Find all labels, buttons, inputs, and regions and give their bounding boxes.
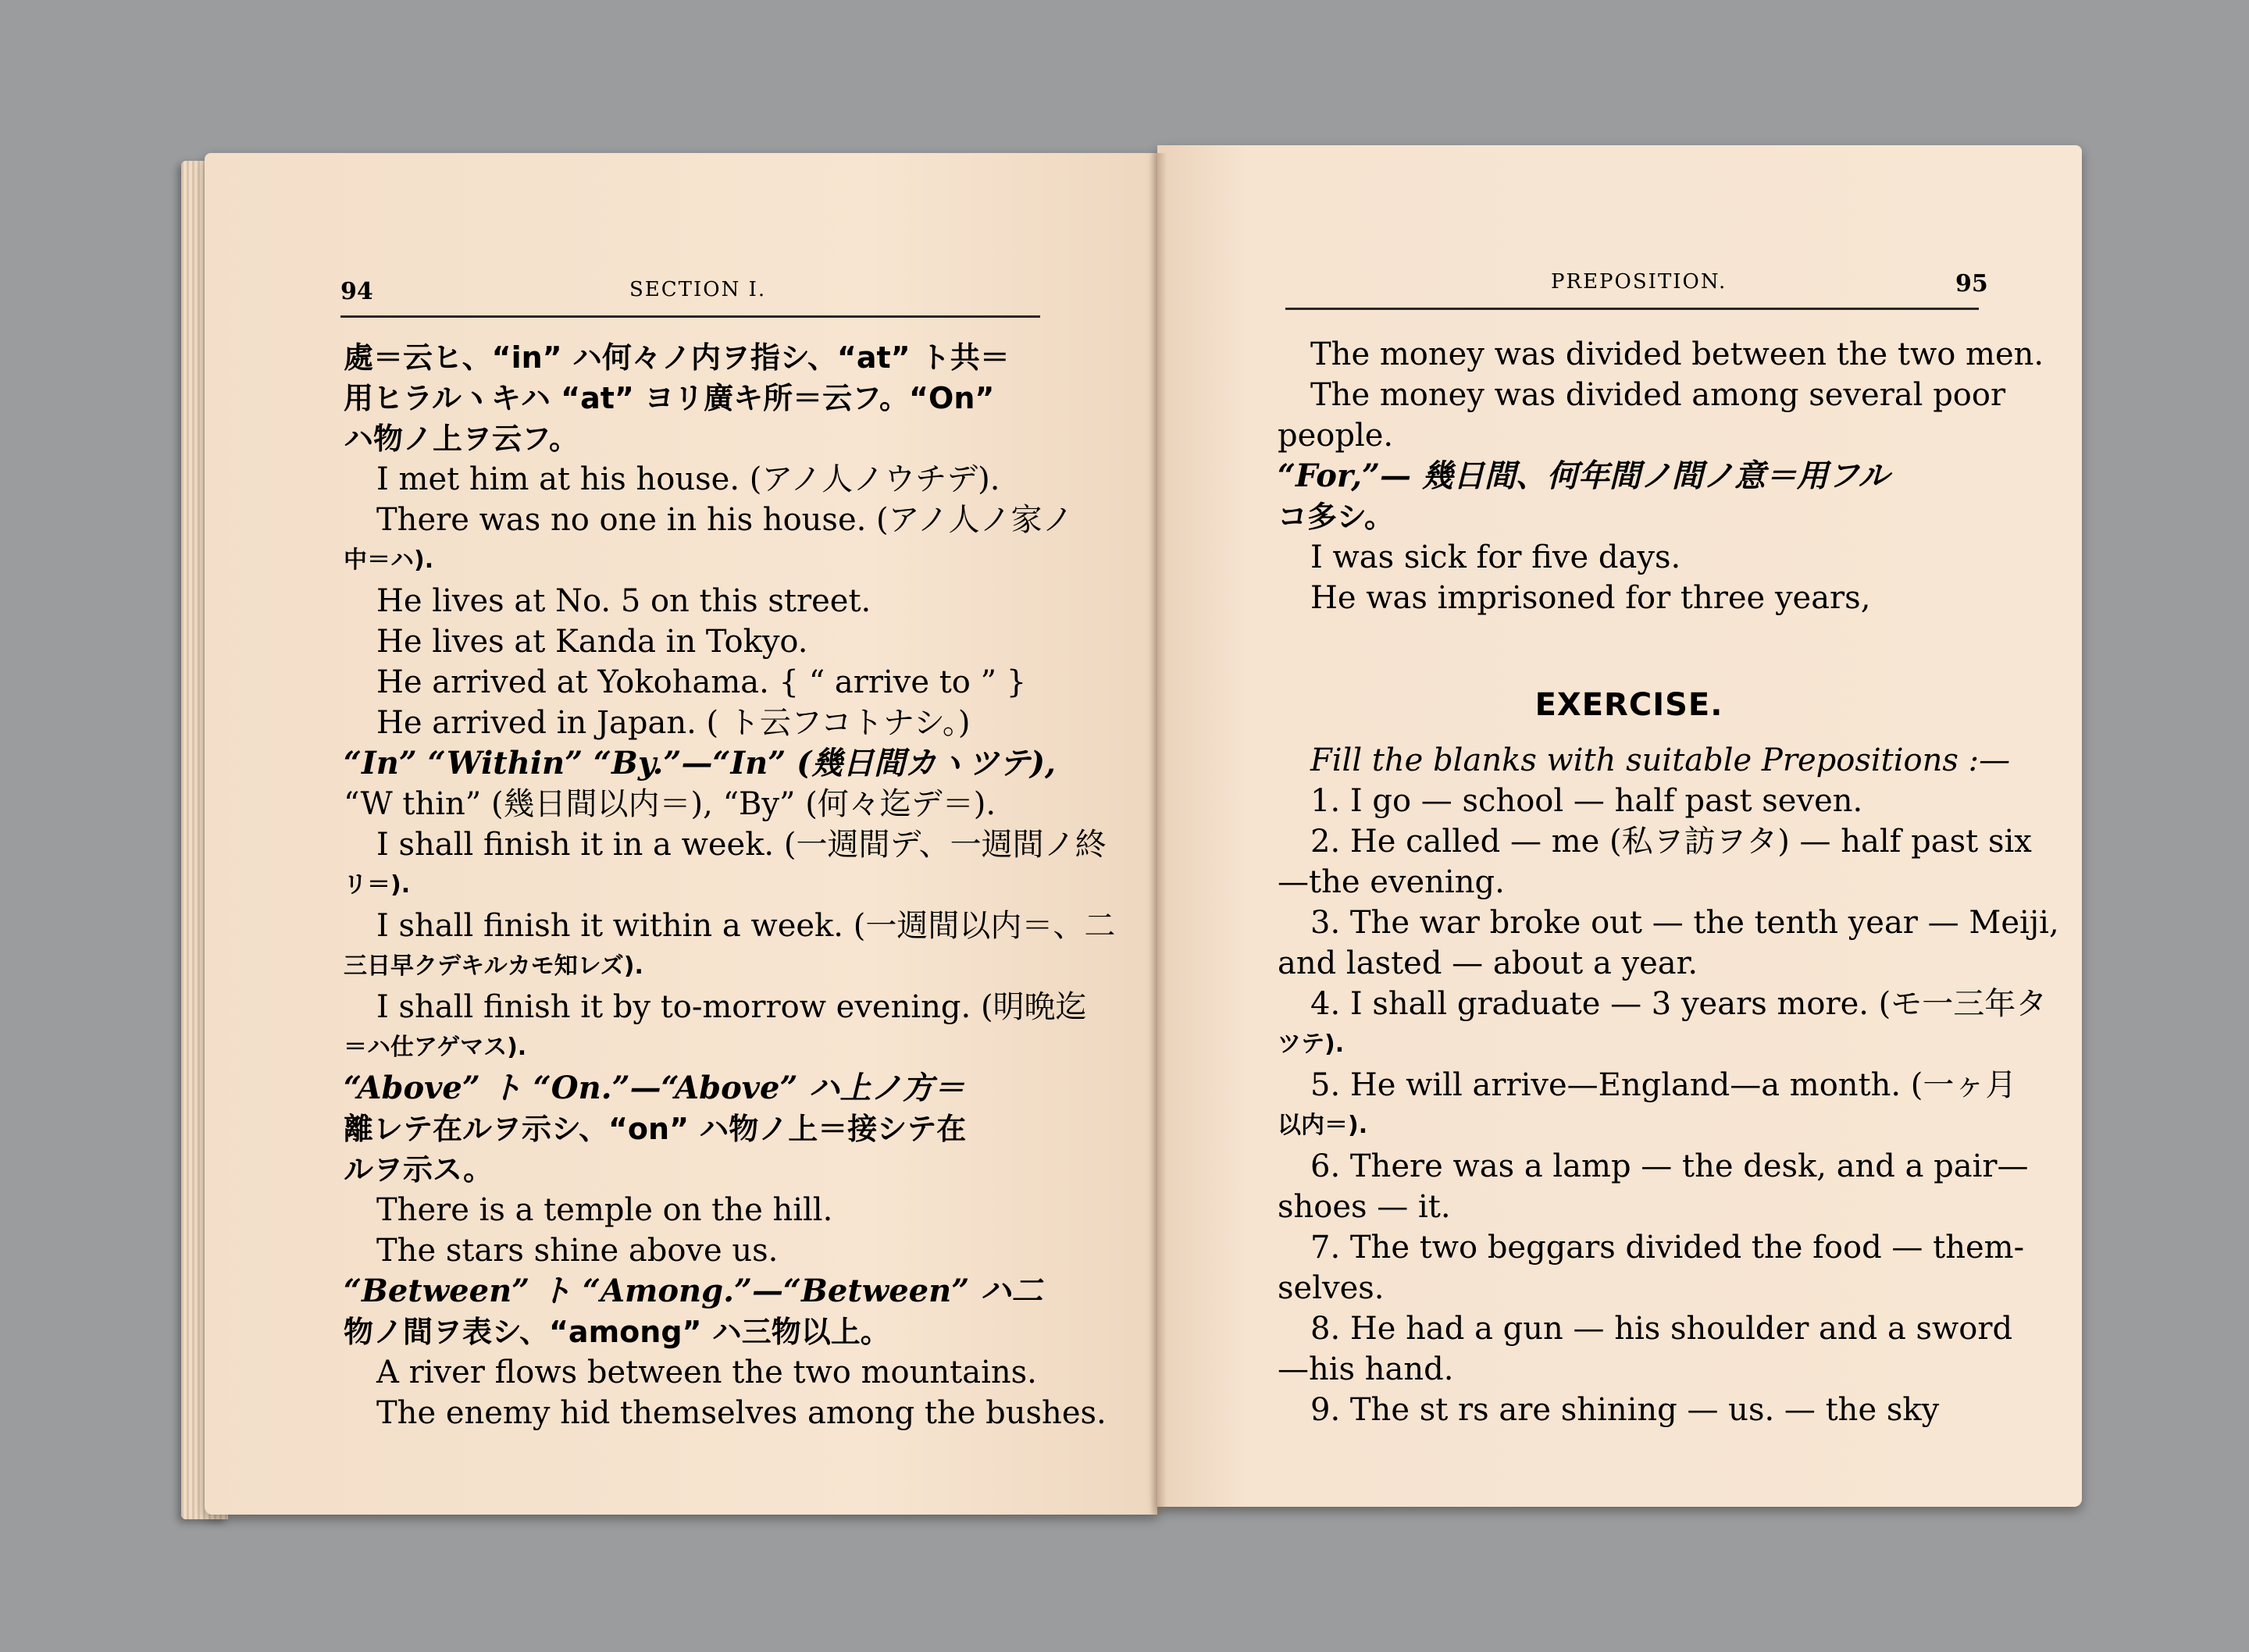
left-page-number: 94 [340, 278, 373, 305]
text-line: “In” “Within” “By.”—“In” (幾日間カヽツテ), [344, 745, 1056, 781]
text-line: people. [1278, 418, 1394, 454]
text-line: ハ物ノ上ヲ云フ。 [344, 422, 579, 456]
text-line: I met him at his house. (アノ人ノウチデ). [376, 461, 1000, 497]
text-line: He arrived in Japan. ( ト云フコトナシ。) [376, 705, 971, 741]
text-line: The enemy hid themselves among the bushes. [376, 1395, 1107, 1431]
text-line: —his hand. [1278, 1351, 1454, 1387]
text-line: “Between” ト “Among.”—“Between” ハ二 [344, 1273, 1043, 1309]
text-line: selves. [1278, 1270, 1385, 1306]
text-line: 物ノ間ヲ表シ、“among” ハ三物以上。 [344, 1315, 890, 1349]
text-line: 7. The two beggars divided the food — them- [1310, 1230, 2025, 1266]
text-line: 處＝云ヒ、“in” ハ何々ノ内ヲ指シ、“at” ト共＝ [344, 340, 1010, 375]
text-line: 用ヒラルヽキハ “at” ヨリ廣キ所＝云フ。“On” [344, 381, 995, 415]
right-page-text-top [1278, 334, 2044, 618]
text-line: There was no one in his house. (アノ人ノ家ノ [376, 502, 1074, 538]
left-page-text [344, 337, 1116, 1433]
text-line: コ多シ。 [1278, 500, 1394, 534]
text-line: “For,”— 幾日間、何年間ノ間ノ意＝用フル [1278, 458, 1890, 494]
text-line: I shall finish it by to-morrow evening. (明晩迄 [376, 989, 1087, 1025]
text-line: There is a temple on the hill. [376, 1192, 833, 1228]
text-line: 以内＝). [1278, 1112, 1368, 1139]
text-line: I shall finish it within a week. (一週間以内＝、二 [376, 908, 1116, 944]
right-page-header: PREPOSITION. [1551, 270, 1727, 294]
text-line: He lives at No. 5 on this street. [376, 583, 871, 619]
text-line: ＝ハ仕アゲマス). [344, 1034, 527, 1061]
text-line: 5. He will arrive—England—a month. (一ヶ月 [1310, 1067, 2017, 1103]
book-gutter [1149, 153, 1167, 1515]
text-line: and lasted — about a year. [1278, 945, 1698, 981]
text-line: 三日早クデキルカモ知レズ). [344, 952, 643, 980]
text-line: 6. There was a lamp — the desk, and a pair— [1310, 1148, 2029, 1184]
text-line: 離レテ在ルヲ示シ、“on” ハ物ノ上＝接シテ在 [344, 1112, 967, 1146]
left-page-header: SECTION I. [629, 278, 767, 301]
text-line: shoes — it. [1278, 1189, 1451, 1225]
text-line: 3. The war broke out — the tenth year — Meiji, [1310, 905, 2059, 941]
text-line: 1. I go — school — half past seven. [1310, 783, 1863, 819]
text-line: The stars shine above us. [376, 1233, 779, 1269]
text-line: 9. The st rs are shining — us. — the sky [1310, 1392, 1940, 1428]
text-line: A river flows between the two mountains. [376, 1355, 1037, 1390]
text-line: I was sick for five days. [1310, 539, 1681, 575]
text-line: He was imprisoned for three years, [1310, 580, 1871, 616]
text-line: I shall finish it in a week. (一週間デ、一週間ノ終 [376, 827, 1107, 863]
text-line: ルヲ示ス。 [344, 1152, 494, 1187]
text-line: “W thin” (幾日間以内＝), “By” (何々迄デ＝). [344, 786, 996, 822]
text-line: Fill the blanks with suitable Prepositions :— [1310, 742, 2011, 778]
text-line: “Above” ト “On.”—“Above” ハ上ノ方＝ [344, 1070, 965, 1106]
text-line: He lives at Kanda in Tokyo. [376, 624, 808, 660]
text-line: 8. He had a gun — his shoulder and a sword [1310, 1311, 2013, 1347]
right-page-number: 95 [1955, 270, 1988, 297]
right-header-rule [1285, 308, 1979, 310]
exercise-title: EXERCISE. [1534, 687, 1723, 723]
text-line: 4. I shall graduate — 3 years more. (モ一三年タ [1310, 986, 2048, 1022]
text-line: ツテ). [1278, 1031, 1345, 1058]
text-line: 2. He called — me (私ヲ訪ヲタ) — half past six [1310, 824, 2032, 860]
text-line: He arrived at Yokohama. { “ arrive to ” } [376, 664, 1027, 700]
text-line: 中＝ハ). [344, 547, 434, 574]
text-line: The money was divided among several poor [1310, 377, 2006, 413]
text-line: リ＝). [344, 871, 411, 899]
text-line: The money was divided between the two men. [1310, 336, 2044, 372]
right-page-exercise [1278, 740, 2059, 1430]
text-line: —the evening. [1278, 864, 1505, 900]
left-header-rule [340, 315, 1040, 318]
